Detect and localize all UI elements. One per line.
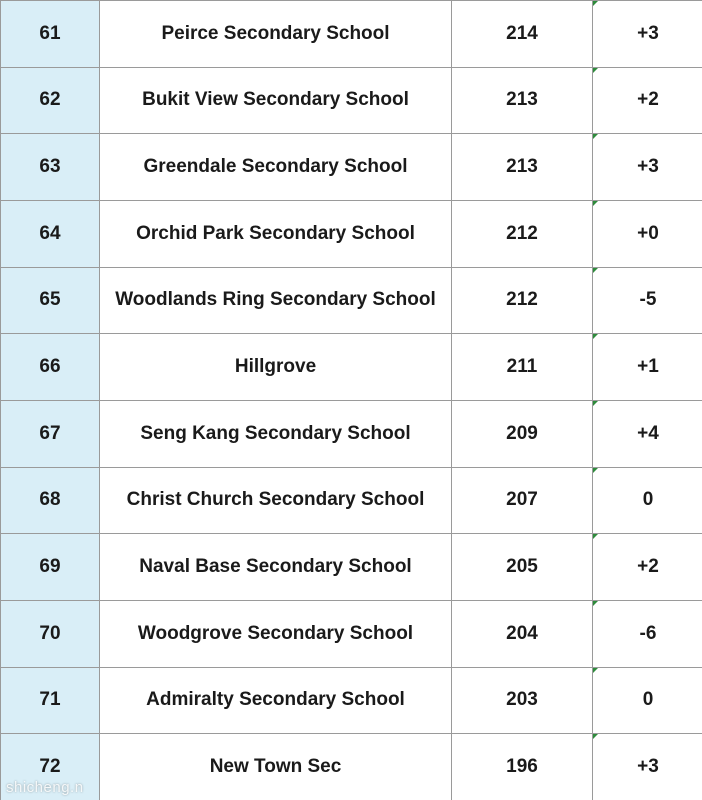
score-cell: 196 — [452, 734, 593, 800]
school-name-cell: Woodlands Ring Secondary School — [100, 267, 452, 334]
school-name-cell: Christ Church Secondary School — [100, 467, 452, 534]
score-cell: 212 — [452, 200, 593, 267]
table-row — [1, 334, 702, 401]
score-cell: 209 — [452, 400, 593, 467]
rank-cell: 72 — [1, 734, 100, 800]
score-cell: 213 — [452, 67, 593, 134]
school-name-cell: Hillgrove — [100, 334, 452, 401]
school-name-cell: Naval Base Secondary School — [100, 534, 452, 601]
rank-cell: 70 — [1, 600, 100, 667]
table-row — [1, 600, 702, 667]
table-row — [1, 534, 702, 601]
school-name-cell: Seng Kang Secondary School — [100, 400, 452, 467]
change-cell: +2 — [593, 67, 702, 134]
school-name-cell: Peirce Secondary School — [100, 1, 452, 68]
change-cell: +3 — [593, 134, 702, 201]
change-cell: 0 — [593, 667, 702, 734]
score-cell: 205 — [452, 534, 593, 601]
score-cell: 214 — [452, 1, 593, 68]
table-row — [1, 1, 702, 68]
rank-cell: 62 — [1, 67, 100, 134]
score-cell: 211 — [452, 334, 593, 401]
school-name-cell: Greendale Secondary School — [100, 134, 452, 201]
table-row — [1, 667, 702, 734]
school-name-cell: Bukit View Secondary School — [100, 67, 452, 134]
score-cell: 203 — [452, 667, 593, 734]
table-row — [1, 467, 702, 534]
rank-cell: 63 — [1, 134, 100, 201]
table-body — [1, 1, 702, 800]
score-cell: 213 — [452, 134, 593, 201]
rank-cell: 61 — [1, 1, 100, 68]
watermark: shicheng.n — [6, 779, 84, 796]
rank-cell: 68 — [1, 467, 100, 534]
change-cell: +2 — [593, 534, 702, 601]
school-name-cell: Orchid Park Secondary School — [100, 200, 452, 267]
rank-cell: 66 — [1, 334, 100, 401]
score-cell: 212 — [452, 267, 593, 334]
change-cell: 0 — [593, 467, 702, 534]
score-cell: 204 — [452, 600, 593, 667]
change-cell: +3 — [593, 1, 702, 68]
school-name-cell: Woodgrove Secondary School — [100, 600, 452, 667]
rank-cell: 67 — [1, 400, 100, 467]
change-cell: -6 — [593, 600, 702, 667]
score-cell: 207 — [452, 467, 593, 534]
table-row — [1, 67, 702, 134]
rank-cell: 69 — [1, 534, 100, 601]
rank-cell: 64 — [1, 200, 100, 267]
change-cell: +0 — [593, 200, 702, 267]
table-row — [1, 134, 702, 201]
change-cell: +3 — [593, 734, 702, 800]
rank-cell: 71 — [1, 667, 100, 734]
school-name-cell: New Town Sec — [100, 734, 452, 800]
table-row — [1, 200, 702, 267]
change-cell: -5 — [593, 267, 702, 334]
school-name-cell: Admiralty Secondary School — [100, 667, 452, 734]
table-row — [1, 400, 702, 467]
table-row — [1, 734, 702, 800]
change-cell: +1 — [593, 334, 702, 401]
table-row — [1, 267, 702, 334]
rank-cell: 65 — [1, 267, 100, 334]
change-cell: +4 — [593, 400, 702, 467]
